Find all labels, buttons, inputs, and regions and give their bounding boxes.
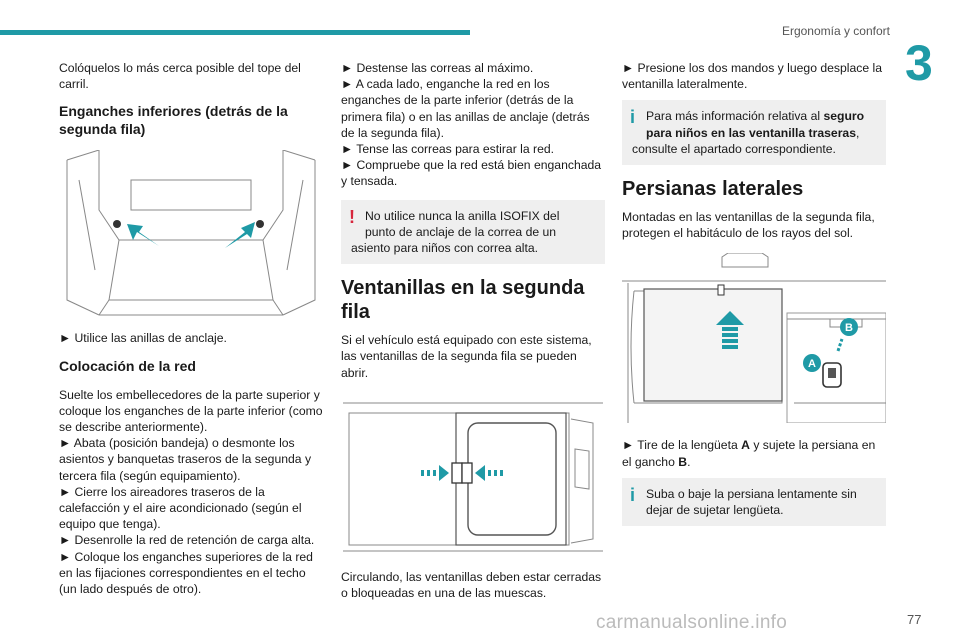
info-icon: i: [630, 484, 636, 505]
header-title: Ergonomía y confort: [781, 24, 890, 38]
page-number: 77: [907, 612, 922, 627]
header-accent-bar: [0, 30, 470, 35]
label-a-callout: A: [808, 358, 816, 371]
column-2: [341, 60, 605, 609]
column-1: [59, 60, 323, 597]
section-title-net-placement: Colocación de la red: [59, 357, 196, 374]
section-title-rear-windows: Ventanillas en la segunda fila: [341, 277, 585, 324]
net-placement-body: Suelte los embellecedores de la parte superior y coloque los enganches de la parte inferior (como se describe anteriormente). ► Abata (posición bandeja) o desmonte los asientos y banquetas traseros de la segunda y tercera fila (según equipamiento). ► Cierre los aireadores traseros de la calefacción y el aire acondicionado (según el equipo que tenga). ► Desenrolle la red de retención de carga alta. ► Coloque los enganches superiores de la red en las fijaciones correspondientes en el techo (un lado después de otro).: [59, 387, 323, 597]
chapter-number: 3: [905, 35, 933, 91]
side-blinds-desc: Montadas en las ventanillas de la segunda fila, protegen el habitáculo de los rayos del sol.: [622, 210, 875, 241]
figure-cargo-anchor-rings: [59, 150, 323, 320]
figure-sliding-window: [341, 399, 605, 559]
rear-windows-footer: Circulando, las ventanillas deben estar cerradas o bloqueadas en una de las muescas.: [341, 569, 602, 601]
section-title-lower-hooks: Enganches inferiores (detrás de la segunda fila): [59, 103, 288, 138]
label-b-callout: B: [845, 322, 853, 335]
warning-note: ! No utilice nunca la anilla ISOFIX del punto de anclaje de la correa de un asiento para niños con correa alta.: [341, 200, 605, 265]
info-icon: i: [630, 107, 636, 128]
net-steps: ► Destense las correas al máximo. ► A cada lado, enganche la red en los enganches de la parte inferior (detrás de la primera fila) o en las anillas de anclaje (detrás de la segunda fila). ► Tense las correas para estirar la red. ► Compruebe que la red está bien enganchada y tensada.: [341, 61, 602, 189]
watermark: carmanualsonline.info: [596, 612, 788, 633]
info-note-child-lock: i Para más información relativa al seguro para niños en las ventanilla traseras, consulte el apartado correspondiente.: [622, 100, 886, 165]
rear-windows-desc: Si el vehículo está equipado con este sistema, las ventanillas de la segunda fila se pueden abrir.: [341, 333, 592, 380]
blind-step: ► Tire de la lengüeta A y sujete la persiana en el gancho B.: [622, 438, 876, 469]
figure-1-caption: ► Utilice las anillas de anclaje.: [59, 331, 227, 346]
info-note-blind: i Suba o baje la persiana lentamente sin dejar de sujetar lengüeta.: [622, 478, 886, 526]
window-step: ► Presione los dos mandos y luego desplace la ventanilla lateralmente.: [622, 61, 883, 92]
column-3: [622, 60, 886, 538]
section-title-side-blinds: Persianas laterales: [622, 178, 804, 201]
warning-exclamation-icon: !: [349, 206, 355, 227]
figure-side-blind: [622, 253, 886, 423]
intro-text: Colóquelos lo más cerca posible del tope del carril.: [59, 61, 301, 92]
